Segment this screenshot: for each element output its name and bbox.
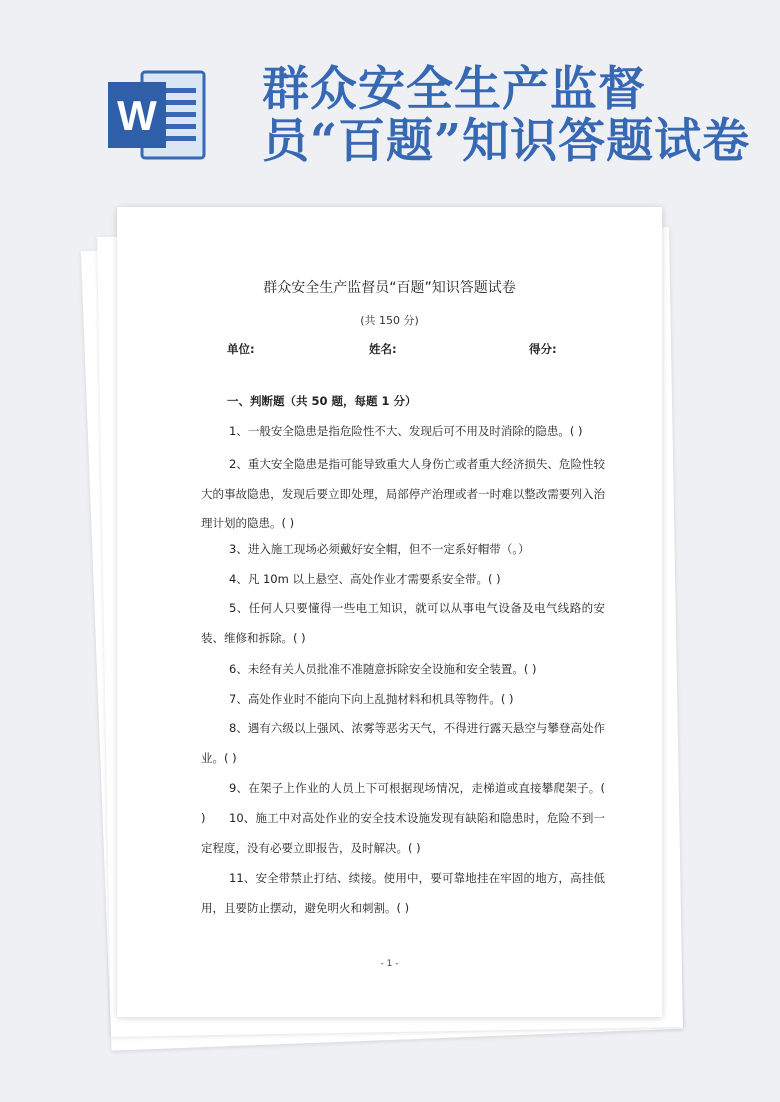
word-doc-icon — [108, 68, 208, 162]
question-item: 6、未经有关人员批准不准随意拆除安全设施和安全装置。( ) — [229, 662, 537, 676]
question-item: 8、遇有六级以上强风、浓雾等恶劣天气，不得进行露天悬空与攀登高处作业。( ) — [201, 721, 605, 765]
document-subtitle: (共 150 分) — [360, 314, 419, 327]
score-field-label: 得分: — [529, 342, 557, 356]
question-item: 5、任何人只要懂得一些电工知识，就可以从事电气设备及电气线路的安装、维修和拆除。( ) — [201, 601, 605, 645]
question-item: 11、安全带禁止打结、续接。使用中，要可靠地挂在牢固的地方，高挂低用，且要防止摆动，避免明火和刺割。( ) — [201, 871, 605, 915]
unit-field-label: 单位: — [227, 342, 255, 356]
svg-text:W: W — [117, 92, 157, 139]
page-number: - 1 - — [380, 959, 399, 969]
question-item: 7、高处作业时不能向下向上乱抛材料和机具等物件。( ) — [229, 692, 514, 706]
name-field-label: 姓名: — [369, 342, 397, 356]
banner-title-line2: 员“百题”知识答题试卷 — [262, 114, 751, 169]
section-heading: 一、判断题（共 50 题，每题 1 分） — [227, 394, 417, 408]
question-item: 9、在架子上作业的人员上下可根据现场情况，走梯道或直接攀爬架子。( ) — [201, 781, 605, 825]
question-item: 2、重大安全隐患是指可能导致重大人身伤亡或者重大经济损失、危险性较大的事故隐患，发现后要立即处理，局部停产治理或者一时难以整改需要列入治理计划的隐患。( ) — [201, 457, 605, 530]
document-title: 群众安全生产监督员“百题”知识答题试卷 — [263, 280, 516, 296]
question-item: 1、一般安全隐患是指危险性不大、发现后可不用及时消除的隐患。( ) — [229, 424, 583, 438]
document-page — [117, 207, 662, 1017]
question-item: 4、凡 10m 以上悬空、高处作业才需要系安全带。( ) — [229, 572, 501, 586]
question-item: 10、施工中对高处作业的安全技术设施发现有缺陷和隐患时，危险不到一定程度，没有必要立即报告，及时解决。( ) — [201, 811, 605, 855]
banner — [0, 0, 780, 200]
question-item: 3、进入施工现场必须戴好安全帽，但不一定系好帽带（。） — [229, 542, 530, 556]
banner-title-line1: 群众安全生产监督 — [262, 62, 646, 117]
